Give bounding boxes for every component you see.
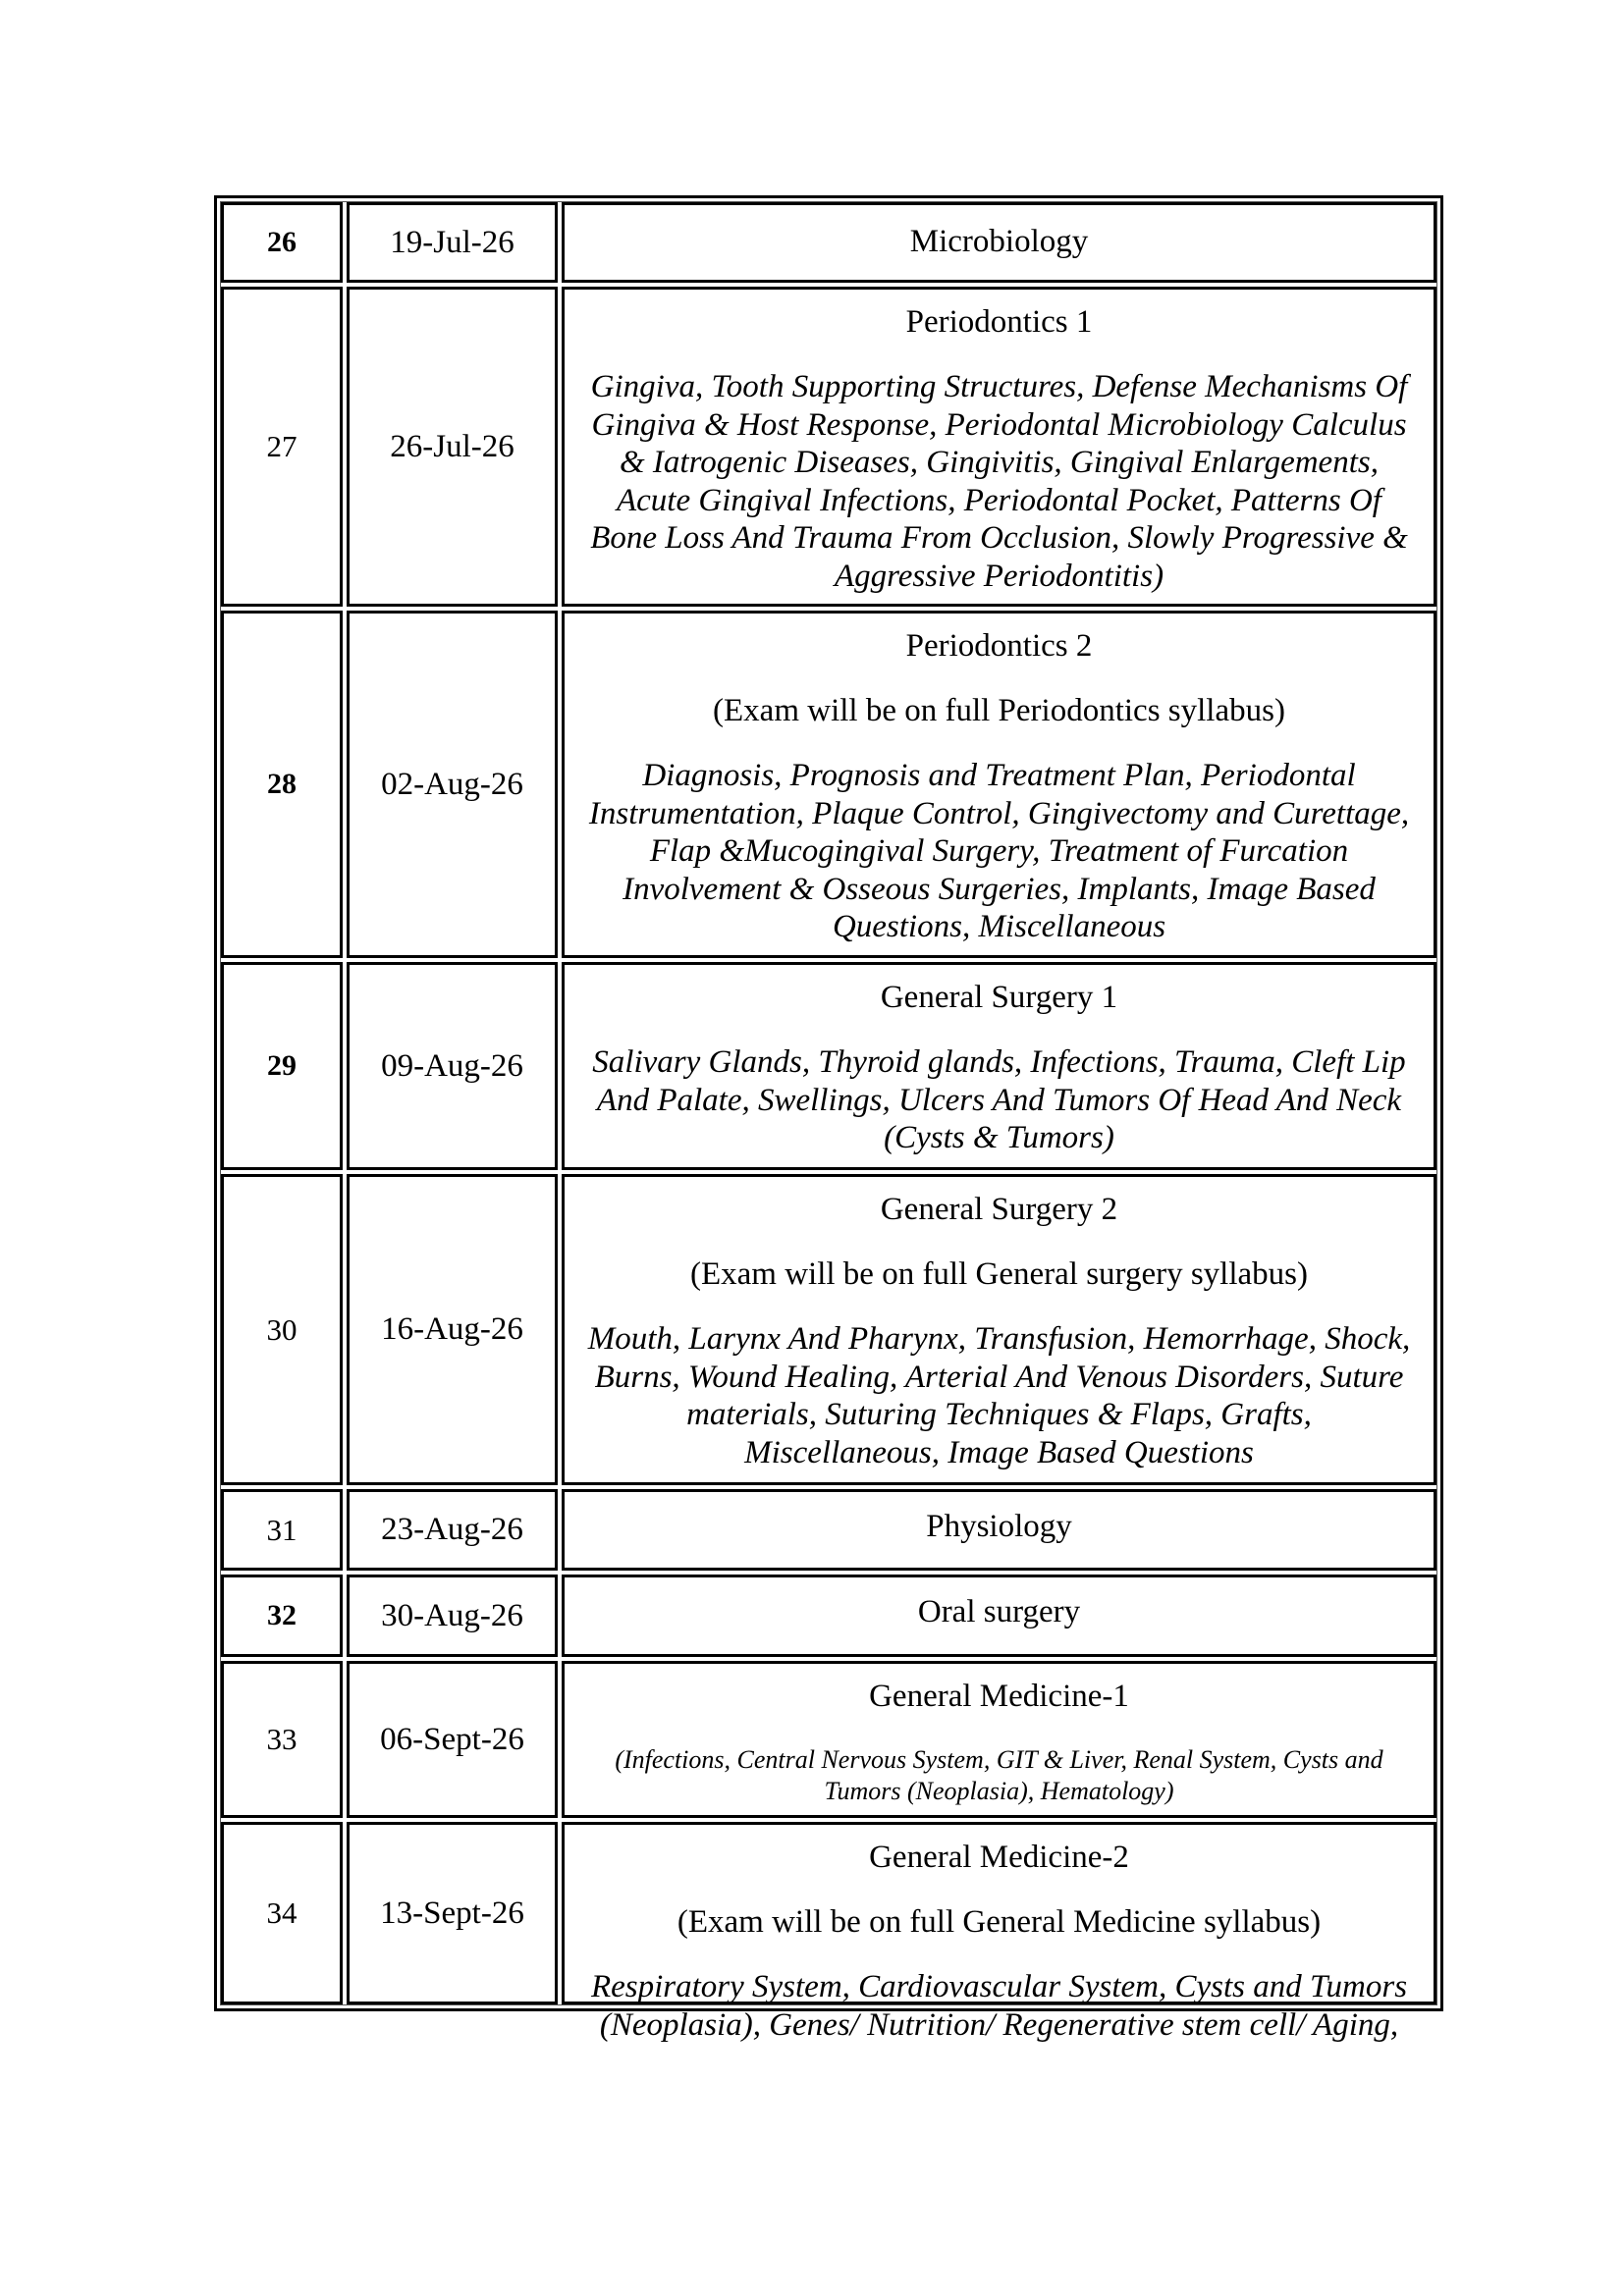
test-number: 33 [266,1722,298,1756]
exam-date: 02-Aug-26 [381,766,523,802]
subject-cell [562,1489,1436,1571]
date-cell [347,1174,558,1485]
subject-title: Periodontics 2 [905,628,1093,664]
date-cell [347,287,558,607]
test-number: 34 [266,1896,298,1930]
date-cell [347,1661,558,1818]
subject-title: General Medicine-2 [869,1840,1129,1875]
test-number: 26 [267,226,297,258]
table-row [221,962,1436,1170]
test-number: 31 [266,1512,298,1547]
subject-title: Physiology [926,1509,1072,1544]
exam-schedule-table [214,195,1443,2043]
table-row [221,611,1436,958]
exam-date: 16-Aug-26 [381,1311,523,1347]
test-number-cell [221,1822,343,2004]
syllabus-topics: Gingiva, Tooth Supporting Structures, Defense Mechanisms Of Gingiva & Host Response, Periodontal Microbiology Calculus & Iatrogenic Diseases, Gingivitis, Gingival Enlargements, Acute Gingival Infections, Periodontal Pocket, Patterns Of Bone Loss And Trauma From Occlusion, Slowly Progressive & Aggressive Periodontitis) [590,369,1408,594]
subject-cell [562,611,1436,958]
test-number-cell [221,1489,343,1571]
test-number-cell [221,611,343,958]
exam-date: 13-Sept-26 [380,1895,524,1931]
exam-date: 09-Aug-26 [381,1047,523,1084]
exam-note: (Exam will be on full General surgery syllabus) [690,1256,1308,1292]
test-number-cell [221,1575,343,1657]
date-cell [347,1575,558,1657]
test-number-cell [221,1661,343,1818]
date-cell [347,1489,558,1571]
test-number: 29 [267,1049,297,1082]
test-number: 27 [266,429,298,463]
test-number: 30 [266,1311,298,1347]
test-number: 28 [267,768,297,800]
subject-title: Oral surgery [917,1594,1081,1629]
test-number-cell [221,202,343,283]
exam-note: (Exam will be on full General Medicine syllabus) [677,1904,1322,1940]
date-cell [347,1822,558,2004]
test-number: 32 [267,1599,297,1631]
table-row [221,202,1436,283]
syllabus-topics: Salivary Glands, Thyroid glands, Infections, Trauma, Cleft Lip And Palate, Swellings, Ulcers And Tumors Of Head And Neck (Cysts & Tumors) [592,1044,1406,1155]
syllabus-topics: Respiratory System, Cardiovascular System, Cysts and Tumors (Neoplasia), Genes/ Nutrition/ Regenerative stem cell/ Aging, [590,1969,1408,2043]
subject-cell [562,962,1436,1170]
subject-cell [562,1661,1436,1818]
table-row [221,1575,1436,1657]
exam-date: 26-Jul-26 [390,428,514,464]
table-row [221,287,1436,607]
date-cell [347,962,558,1170]
subject-title: Periodontics 1 [905,304,1093,340]
date-cell [347,202,558,283]
subject-cell [562,1174,1436,1485]
syllabus-topics: (Infections, Central Nervous System, GIT & Liver, Renal System, Cysts and Tumors (Neoplasia), Hematology) [615,1745,1383,1805]
exam-date: 30-Aug-26 [381,1597,523,1633]
table-row [221,1174,1436,1485]
test-number-cell [221,962,343,1170]
table-row [221,1661,1436,1818]
subject-cell [562,287,1436,607]
exam-date: 06-Sept-26 [380,1721,524,1757]
subject-title: General Surgery 1 [880,980,1118,1015]
subject-cell [562,1822,1436,2043]
exam-date: 19-Jul-26 [390,224,514,260]
exam-note: (Exam will be on full Periodontics syllabus) [713,693,1285,728]
table-row [221,1489,1436,1571]
syllabus-topics: Mouth, Larynx And Pharynx, Transfusion, Hemorrhage, Shock, Burns, Wound Healing, Arterial And Venous Disorders, Suture materials, Suturing Techniques & Flaps, Grafts, Miscellaneous, Image Based Questions [587,1321,1411,1470]
subject-cell [562,202,1436,283]
test-number-cell [221,1174,343,1485]
date-cell [347,611,558,958]
test-number-cell [221,287,343,607]
exam-date: 23-Aug-26 [381,1512,523,1547]
subject-title: Microbiology [909,224,1089,259]
syllabus-topics: Diagnosis, Prognosis and Treatment Plan, Periodontal Instrumentation, Plaque Control, Gingivectomy and Curettage, Flap &Mucogingival Surgery, Treatment of Furcation Involvement & Osseous Surgeries, Implants, Image Based Questions, Miscellaneous [588,758,1410,944]
subject-cell [562,1575,1436,1657]
subject-title: General Medicine-1 [869,1679,1129,1714]
table-row [221,1822,1436,2043]
subject-title: General Surgery 2 [880,1192,1118,1227]
